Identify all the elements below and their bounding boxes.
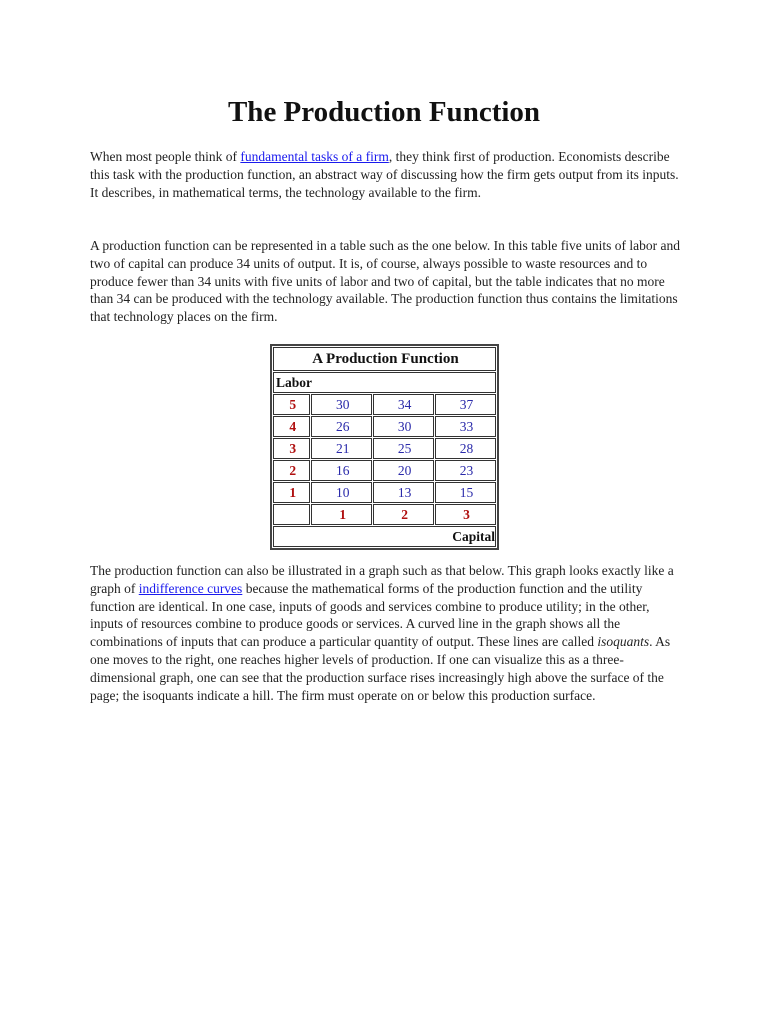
output-cell: 30 [373,416,434,437]
capital-value: 1 [311,504,372,525]
intro-paragraph [90,148,680,201]
output-cell: 25 [373,438,434,459]
labor-value: 5 [273,394,310,415]
labor-value: 2 [273,460,310,481]
empty-corner-cell [273,504,310,525]
table-row [273,416,496,437]
table-row [273,394,496,415]
page-title: The Production Function [227,96,541,128]
intro-text-before: When most people think of [90,149,241,164]
output-cell: 23 [435,460,496,481]
capital-value: 2 [373,504,434,525]
graph-paragraph [90,562,680,704]
graph-text-after: . As one moves to the right, one reaches higher levels of production. If one can visualize this as a three-dimensional graph, one can see that the production surface rises increasingly high above the surface of the page; the isoquants indicate a hill. The firm must operate on or below this production surface. [90,634,671,703]
table-row [273,460,496,481]
output-cell: 34 [373,394,434,415]
output-cell: 15 [435,482,496,503]
table-row [273,482,496,503]
capital-value: 3 [435,504,496,525]
table-intro-paragraph: A production function can be represented in a table such as the one below. In this table five units of labor and two of capital can produce 34 units of output. It is, of course, always possible to waste resources and to produce fewer than 34 units with five units of labor and two of capital, but the table indicates that no more than 34 can be produced with the technology available. The production function thus contains the limitations that technology places on the firm. [90,238,680,325]
output-cell: 37 [435,394,496,415]
output-cell: 33 [435,416,496,437]
graph-text-before: The production function can also be illustrated in a graph such as that below. This graph looks exactly like a graph of [90,563,674,596]
fundamental-tasks-link[interactable]: fundamental tasks of a firm [240,149,389,164]
production-function-table-wrap [270,344,499,550]
graph-text-middle: because the mathematical forms of the production function and the utility function are identical. In one case, inputs of goods and services combine to produce utility; in the other, inputs of resources combine to produce goods or services. A curved line in the graph shows all the combinations of inputs that can produce a particular quantity of output. These lines are called [90,580,650,650]
labor-value: 1 [273,482,310,503]
output-cell: 30 [311,394,372,415]
labor-value: 4 [273,416,310,437]
capital-axis-label: Capital [273,526,496,547]
indifference-curves-link[interactable]: indifference curves [138,580,243,596]
production-function-table [270,344,499,550]
output-cell: 10 [311,482,372,503]
output-cell: 26 [311,416,372,437]
table-caption: A Production Function [273,347,496,371]
table-row [273,438,496,459]
output-cell: 16 [311,460,372,481]
labor-axis-label: Labor [273,372,496,393]
output-cell: 13 [373,482,434,503]
output-cell: 28 [435,438,496,459]
intro-text-after: , they think first of production. Economists describe this task with the production function, an abstract way of discussing how the firm gets output from its inputs. It describes, in mathematical terms, the technology available to the firm. [90,149,679,200]
labor-value: 3 [273,438,310,459]
output-cell: 21 [311,438,372,459]
output-cell: 20 [373,460,434,481]
isoquants-term: isoquants [597,634,650,650]
capital-values-row [273,504,496,525]
